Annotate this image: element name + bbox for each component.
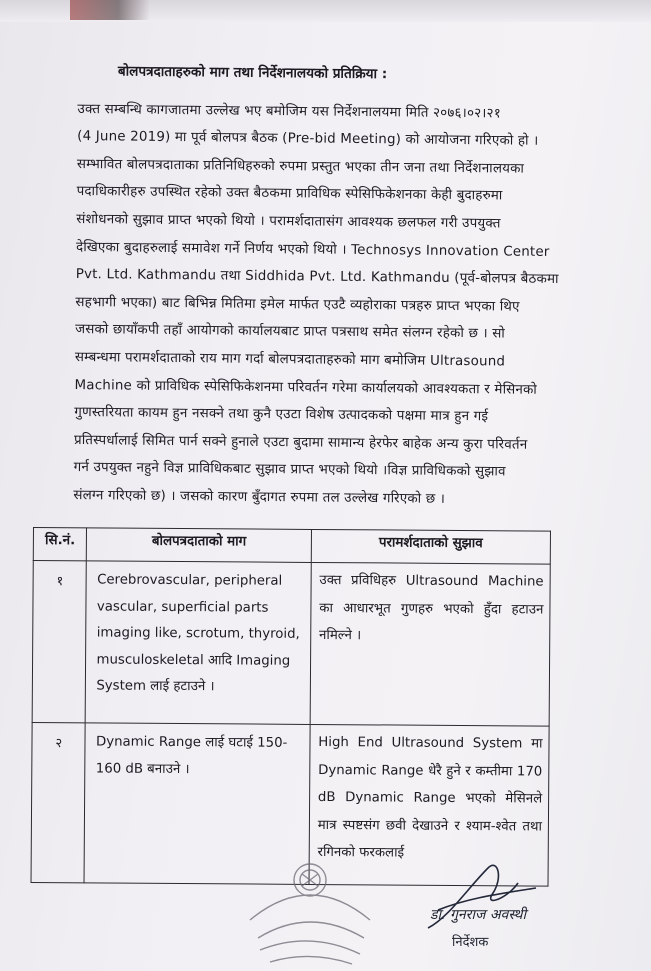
paragraph-line: संशोधनको सुझाव प्राप्त भएको थियो । परामर्शदातासंग आवश्यक छलफल गरी उपयुक्त [76, 211, 501, 232]
section-heading: बोलपत्रदाताहरुको माग तथा निर्देशनालयको प्रतिक्रिया : [117, 63, 388, 83]
paragraph-line: सहभागी भएका) बाट बिभिन्न मितिमा इमेल मार्फत एउटै व्यहोराका पत्रहरु प्राप्त भएका थिए [75, 294, 520, 315]
header-serial: सि.नं. [33, 528, 87, 561]
row-serial: २ [31, 722, 86, 882]
row-demand: Dynamic Range लाई घटाई 150-160 dB बनाउने । [85, 723, 310, 885]
binding-edge [70, 0, 150, 20]
header-suggestion: परामर्शदाताको सुझाव [311, 529, 550, 564]
paragraph-line: (4 June 2019) मा पूर्व बोलपत्र बैठक (Pre-bid Meeting) को आयोजना गरिएको हो । [77, 129, 539, 150]
paragraph-line: जसको छायाँकपी तहाँ आयोगको कार्यालयबाट प्राप्त पत्रसाथ समेत संलग्न रहेको छ । सो [75, 322, 506, 342]
body-paragraph [73, 96, 617, 516]
signer-name: डा. गुनराज अवस्थी [430, 907, 527, 923]
document-body [73, 58, 618, 515]
paragraph-line: Machine को प्राविधिक स्पेसिफिकेशनमा परिवर्तन गरेमा कार्यालयको आवश्यकता र मेसिनको [74, 377, 538, 398]
paragraph-line: उक्त सम्बन्धि कागजातमा उल्लेख भए बमोजिम यस निर्देशनालयमा मिति २०७६।०२।२१ [77, 101, 501, 122]
row-suggestion: उक्त प्रविधिहरु Ultrasound Machine का आधारभूत गुणहरु भएको हुँदा हटाउन नमिल्ने । [310, 562, 550, 726]
table-header-row [33, 528, 550, 565]
paragraph-line: सम्बन्धमा परामर्शदाताको राय माग गर्दा बोलपत्रदाताहरुको माग बमोजिम Ultrasound [74, 349, 506, 370]
demand-suggestion-table [31, 527, 551, 887]
paragraph-line: गुणस्तरियता कायम हुन नसक्ने तथा कुनै एउटा विशेष उत्पादकको पक्षमा मात्र हुन गई [74, 405, 489, 425]
row-demand: Cerebrovascular, peripheral vascular, superficial parts imaging like, scrotum, thyroid, musculoskeletal आदि Imaging System लाई हटाउने । [86, 561, 311, 725]
header-demand: बोलपत्रदाताको माग [87, 528, 312, 563]
row-serial: १ [32, 561, 87, 723]
paragraph-line: गर्न उपयुक्त नहुने विज्ञ प्राविधिकबाट सुझाव प्राप्त भएको थियो ।विज्ञ प्राविधिकको सुझाव [73, 460, 506, 480]
office-stamp-icon [240, 850, 380, 968]
paragraph-line: संलग्न गरिएको छ) । जसको कारण बुँदागत रुपमा तल उल्लेख गरिएको छ । [73, 487, 446, 507]
row-suggestion: High End Ultrasound System मा Dynamic Range धेरै हुने र कम्तीमा 170 dB Dynamic Range भएको मेसिनले मात्र स्पष्टसंग छवी देखाउने र श्याम-श्वेत तथा रगिनको फरकलाई [309, 724, 549, 886]
paragraph-line: सम्भावित बोलपत्रदाताका प्रतिनिधिहरुको रुपमा प्रस्तुत भएका तीन जना तथा निर्देशनालयका [76, 156, 525, 177]
signer-title: निर्देशक [452, 935, 489, 950]
paragraph-line: प्रतिस्पर्धालाई सिमित पार्न सक्ने हुनाले एउटा बुदामा सामान्य हेरफेर बाहेक अन्य कुरा परिवर्तन [73, 432, 528, 453]
paragraph-line: देखिएका बुदाहरुलाई समावेश गर्ने निर्णय भएको थियो । Technosys Innovation Center [75, 239, 550, 260]
table-row [32, 561, 550, 727]
paragraph-line: पदाधिकारीहरु उपस्थित रहेको उक्त बैठकमा प्राविधिक स्पेसिफिकेशनका केही बुदाहरुमा [76, 184, 503, 204]
paragraph-line: Pvt. Ltd. Kathmandu तथा Siddhida Pvt. Ltd. Kathmandu (पूर्व-बोलपत्र बैठकमा [75, 267, 559, 288]
